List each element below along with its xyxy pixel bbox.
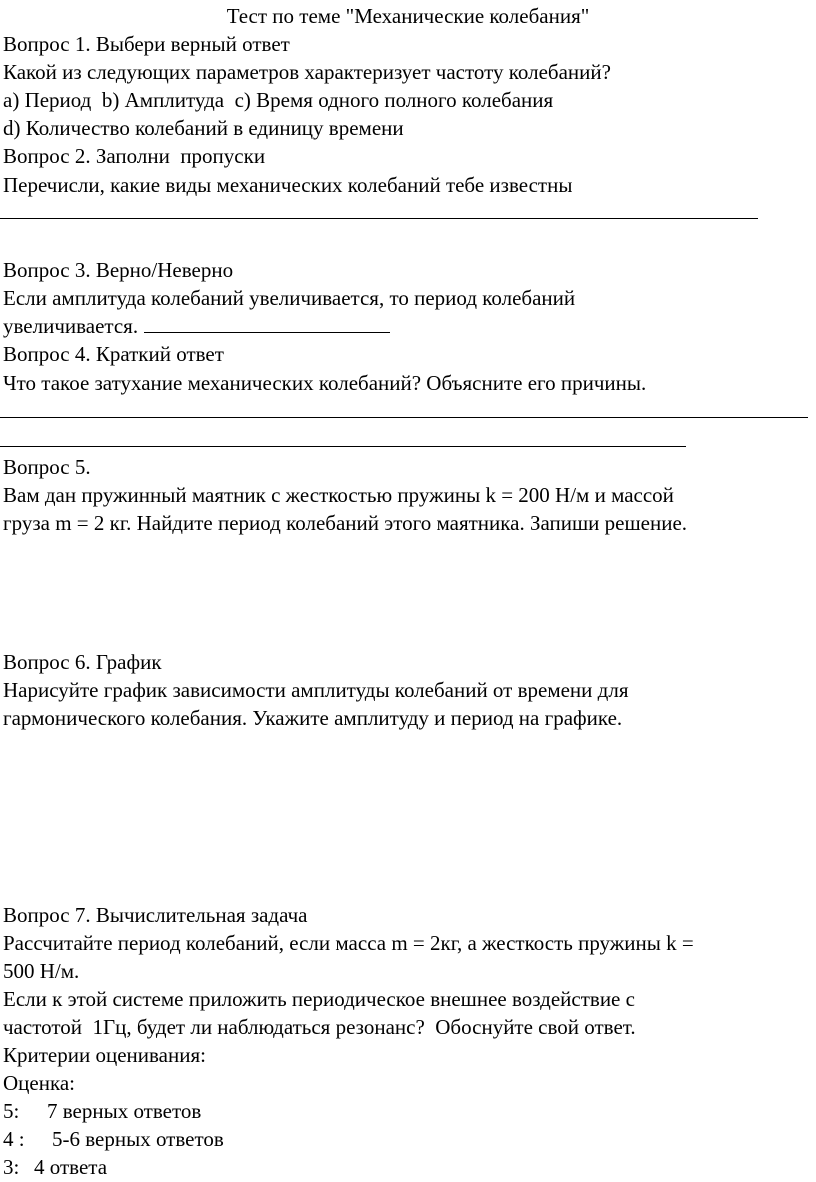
q2-text: Перечисли, какие виды механических колебаний тебе известны bbox=[3, 173, 573, 197]
q3-answer-blank[interactable] bbox=[144, 314, 390, 333]
grade-desc: 4 ответа bbox=[34, 1155, 108, 1179]
document-title: Тест по теме "Механические колебания" bbox=[226, 4, 590, 28]
q2-answer-line[interactable] bbox=[0, 218, 758, 219]
q3-heading: Вопрос 3. Верно/Неверно bbox=[3, 258, 234, 282]
q4-heading: Вопрос 4. Краткий ответ bbox=[3, 342, 224, 366]
grade-mark: 5: bbox=[3, 1099, 20, 1123]
grade-mark: 3: bbox=[3, 1155, 20, 1179]
q1-options-line1: a) Период b) Амплитуда c) Время одного полного колебания bbox=[3, 88, 554, 112]
grade-row bbox=[3, 1097, 201, 1125]
grade-row bbox=[3, 1125, 224, 1153]
grade-row bbox=[3, 1153, 107, 1181]
q6-text-line1: Нарисуйте график зависимости амплитуды колебаний от времени для bbox=[3, 678, 629, 702]
grade-label: Оценка: bbox=[3, 1071, 76, 1095]
q7-text-line3: Если к этой системе приложить периодическое внешнее воздействие с bbox=[3, 987, 635, 1011]
q7-text-line4: частотой 1Гц, будет ли наблюдаться резонанс? Обоснуйте свой ответ. bbox=[3, 1015, 636, 1039]
grade-desc: 7 верных ответов bbox=[47, 1099, 202, 1123]
q3-text-line1: Если амплитуда колебаний увеличивается, то период колебаний bbox=[3, 286, 576, 310]
q6-text-line2: гармонического колебания. Укажите амплитуду и период на графике. bbox=[3, 706, 623, 730]
q7-text-line2: 500 Н/м. bbox=[3, 959, 80, 983]
q5-text-line1: Вам дан пружинный маятник с жесткостью пружины k = 200 Н/м и массой bbox=[3, 483, 674, 507]
q7-heading: Вопрос 7. Вычислительная задача bbox=[3, 903, 308, 927]
q1-heading: Вопрос 1. Выбери верный ответ bbox=[3, 32, 290, 56]
criteria-heading: Критерии оценивания: bbox=[3, 1043, 206, 1067]
q4-text: Что такое затухание механических колебаний? Объясните его причины. bbox=[3, 371, 647, 395]
q7-text-line1: Рассчитайте период колебаний, если масса m = 2кг, а жесткость пружины k = bbox=[3, 931, 694, 955]
grade-mark: 4 : bbox=[3, 1127, 25, 1151]
q5-text-line2: груза m = 2 кг. Найдите период колебаний этого маятника. Запиши решение. bbox=[3, 511, 688, 535]
grade-desc: 5-6 верных ответов bbox=[52, 1127, 224, 1151]
q4-answer-line-1[interactable] bbox=[0, 417, 808, 418]
q4-answer-line-2[interactable] bbox=[0, 446, 686, 447]
q3-text-line2 bbox=[3, 312, 390, 340]
q6-heading: Вопрос 6. График bbox=[3, 650, 162, 674]
q3-text-line2-label: увеличивается. bbox=[3, 314, 139, 338]
q5-heading: Вопрос 5. bbox=[3, 455, 91, 479]
q1-text: Какой из следующих параметров характеризует частоту колебаний? bbox=[3, 60, 611, 84]
q2-heading: Вопрос 2. Заполни пропуски bbox=[3, 144, 266, 168]
q1-options-line2: d) Количество колебаний в единицу времени bbox=[3, 116, 404, 140]
